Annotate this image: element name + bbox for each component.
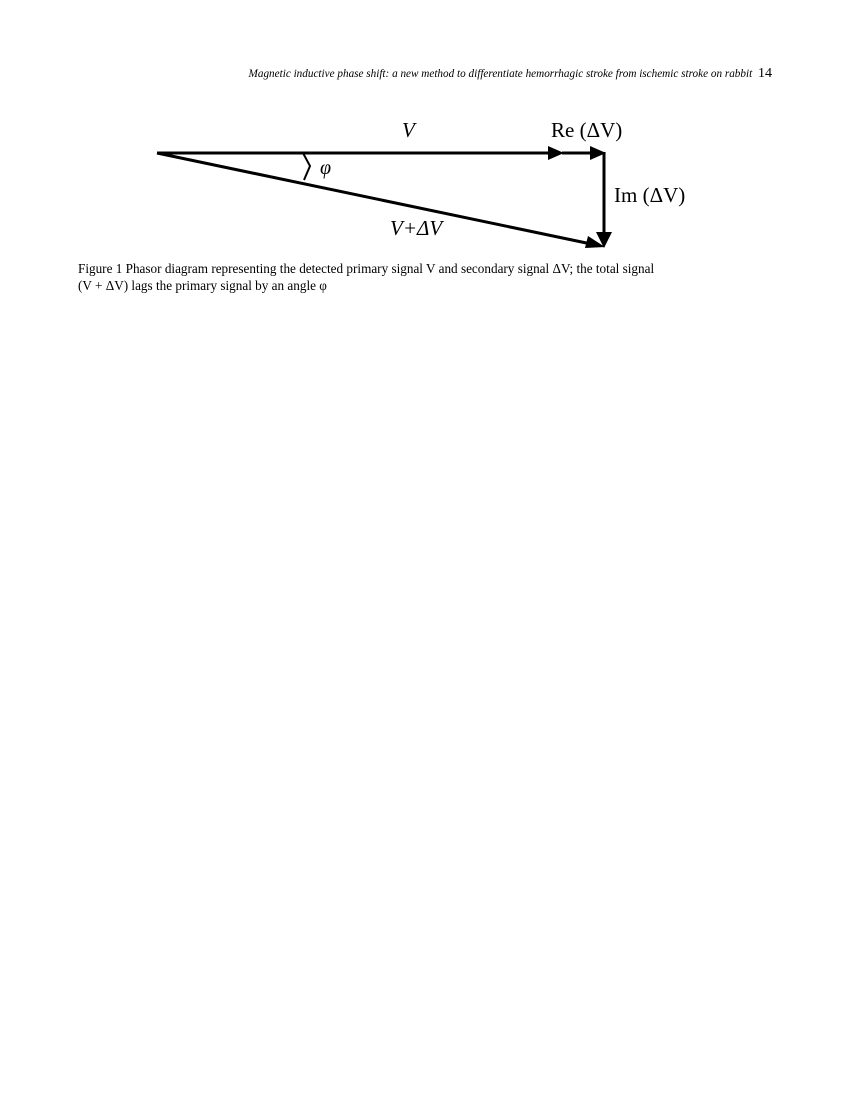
page-number: 14 — [758, 66, 772, 81]
caption-line-2: (V + ΔV) lags the primary signal by an angle φ — [78, 278, 327, 293]
label-re-dv: Re (ΔV) — [551, 118, 623, 142]
label-im-dv: Im (ΔV) — [614, 183, 686, 207]
running-title: Magnetic inductive phase shift: a new method to differentiate hemorrhagic stroke from ischemic stroke on rabbit — [248, 68, 753, 80]
figure-caption — [78, 260, 771, 294]
phi-angle-arc — [303, 153, 310, 180]
v-arrowhead — [548, 146, 564, 160]
label-phi: φ — [320, 157, 332, 179]
label-v-plus-dv: V+ΔV — [390, 216, 443, 240]
caption-line-1: Figure 1 Phasor diagram representing the detected primary signal V and secondary signal ΔV; the total signal — [78, 261, 655, 276]
v-plus-dv-vector — [157, 153, 596, 245]
label-v: V — [402, 118, 415, 142]
phasor-diagram-figure — [0, 0, 850, 260]
